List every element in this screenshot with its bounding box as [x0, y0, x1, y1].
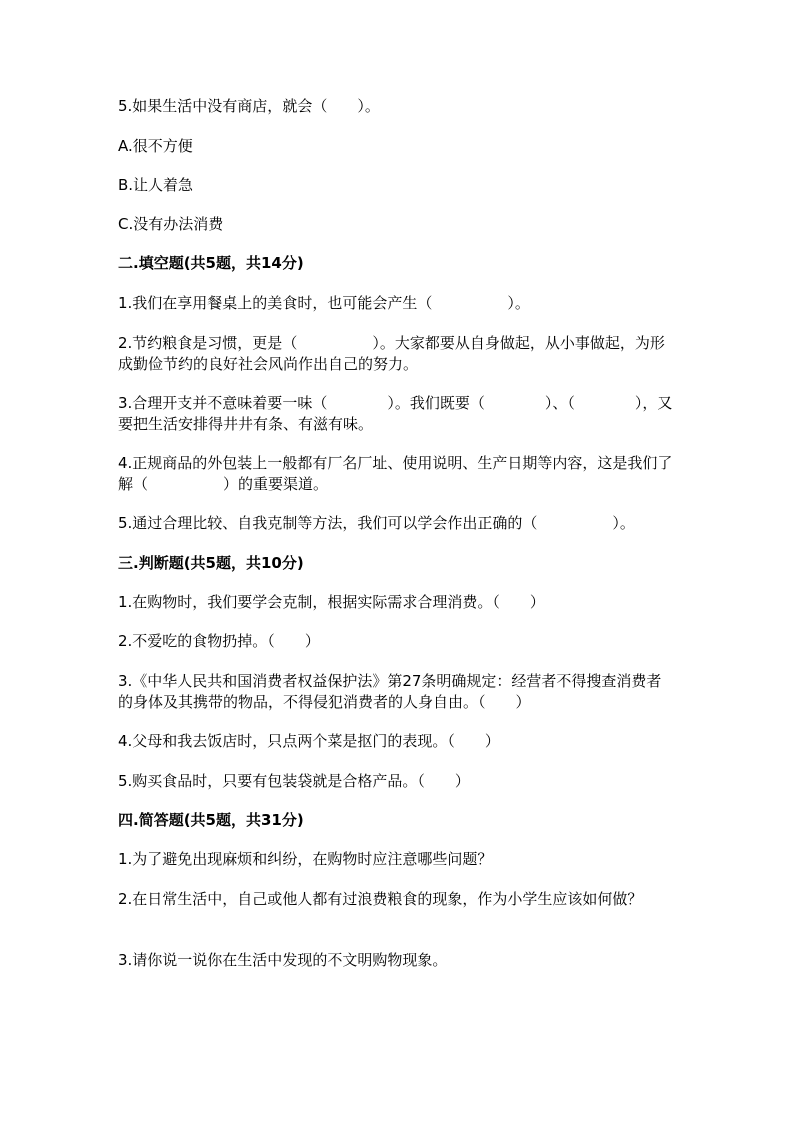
fill-question-1: 1.我们在享用餐桌上的美食时，也可能会产生（ ）。 [118, 294, 530, 312]
fill-question-3: 3.合理开支并不意味着要一味（ ）。我们既要（ ）、（ ），又要把生活安排得井井有条、有滋有味。 [118, 394, 673, 433]
fill-question-2: 2.节约粮食是习惯，更是（ ）。大家都要从自身做起，从小事做起，为形成勤俭节约的良好社会风尚作出自己的努力。 [118, 334, 665, 373]
judge-question-3: 3.《中华人民共和国消费者权益保护法》第27条明确规定：经营者不得搜查消费者的身体及其携带的物品，不得侵犯消费者的人身自由。（ ） [118, 672, 662, 711]
option-a: A.很不方便 [118, 137, 193, 155]
option-c: C.没有办法消费 [118, 215, 224, 233]
short-answer-question-3: 3.请你说一说你在生活中发现的不文明购物现象。 [118, 951, 448, 969]
short-answer-question-2: 2.在日常生活中，自己或他人都有过浪费粮食的现象，作为小学生应该如何做？ [118, 890, 643, 908]
question-stem-choice-5: 5.如果生活中没有商店，就会（ ）。 [118, 97, 380, 115]
short-answer-question-1: 1.为了避免出现麻烦和纠纷，在购物时应注意哪些问题？ [118, 850, 493, 868]
fill-question-4: 4.正规商品的外包装上一般都有厂名厂址、使用说明、生产日期等内容，这是我们了解（ ）的重要渠道。 [118, 454, 673, 493]
judge-question-2: 2.不爱吃的食物扔掉。（ ） [118, 632, 320, 650]
judge-question-1: 1.在购物时，我们要学会克制，根据实际需求合理消费。（ ） [118, 593, 545, 611]
option-b: B.让人着急 [118, 176, 194, 194]
section-heading-short-answer: 四.简答题(共5题，共31分) [118, 811, 304, 829]
judge-question-4: 4.父母和我去饭店时，只点两个菜是抠门的表现。（ ） [118, 732, 500, 750]
fill-question-5: 5.通过合理比较、自我克制等方法，我们可以学会作出正确的（ ）。 [118, 514, 635, 532]
section-heading-fill-in: 二.填空题(共5题，共14分) [118, 254, 304, 272]
section-heading-true-false: 三.判断题(共5题，共10分) [118, 554, 304, 572]
judge-question-5: 5.购买食品时，只要有包装袋就是合格产品。（ ） [118, 772, 470, 790]
